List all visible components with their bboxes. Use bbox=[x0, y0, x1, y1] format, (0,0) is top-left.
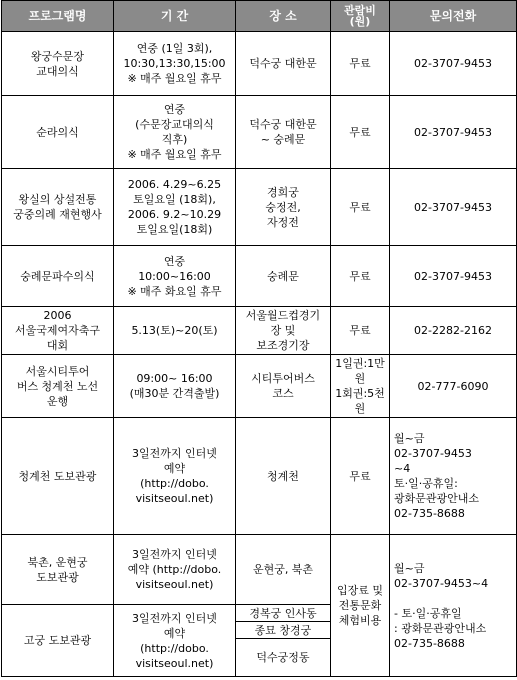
fee-cell bbox=[331, 169, 390, 246]
fee-cell bbox=[331, 96, 390, 169]
fee-line: 무료 bbox=[349, 269, 371, 283]
period-line: 3일전까지 인터넷 bbox=[132, 548, 217, 561]
program-line: 궁중의례 재현행사 bbox=[13, 208, 102, 221]
place-line: 덕수궁 대한문 bbox=[249, 57, 317, 70]
program-line: 왕궁수문장 bbox=[30, 49, 85, 63]
period-cell bbox=[114, 605, 236, 677]
period-cell bbox=[114, 246, 236, 307]
program-line: 교대의식 bbox=[36, 64, 79, 78]
table-row bbox=[2, 418, 517, 535]
header-row bbox=[2, 1, 517, 32]
place-cell bbox=[236, 535, 331, 605]
period-line: 3일전까지 인터넷 bbox=[132, 447, 217, 460]
header-fee-text: 관람비 (원) bbox=[344, 4, 376, 28]
period-cell bbox=[114, 32, 236, 96]
program-line: 운행 bbox=[46, 394, 69, 408]
phone-line: 02-3707-9453 bbox=[414, 125, 492, 139]
program-line: 2006 bbox=[43, 309, 72, 322]
place-line: 시티투어버스 bbox=[251, 372, 315, 385]
period-line: 2006. 9.2~10.29 bbox=[127, 208, 222, 221]
phone-line: 02-3707-9453~4 bbox=[394, 576, 489, 590]
place-cell bbox=[236, 418, 331, 535]
table-row bbox=[2, 355, 517, 418]
table-row bbox=[2, 32, 517, 96]
program-cell bbox=[2, 307, 114, 355]
period-line: 3일전까지 인터넷 bbox=[132, 611, 217, 625]
program-line: 순라의식 bbox=[36, 125, 79, 139]
fee-cell bbox=[331, 246, 390, 307]
fee-cell bbox=[331, 307, 390, 355]
place-line: 코스 bbox=[272, 387, 294, 400]
table-row bbox=[2, 535, 517, 605]
place-cell bbox=[236, 355, 331, 418]
fee-cell bbox=[331, 418, 390, 535]
phone-line: 02-777-6090 bbox=[417, 379, 489, 393]
program-table bbox=[1, 0, 517, 677]
fee-line: 무료 bbox=[349, 200, 371, 214]
period-cell bbox=[114, 355, 236, 418]
period-line: ※ 매주 화요일 휴무 bbox=[127, 284, 222, 298]
place-text: 운현궁, 북촌 bbox=[252, 563, 314, 576]
phone-line: 월~금 bbox=[394, 561, 425, 575]
program-line: 도보관광 bbox=[36, 570, 79, 584]
period-line: 토일요일(18회) bbox=[136, 223, 213, 236]
place-line: 종묘 창경궁 bbox=[254, 623, 312, 637]
period-line: visitseoul.net) bbox=[135, 578, 214, 591]
program-line: 북촌, 운현궁 bbox=[27, 555, 88, 569]
period-line: visitseoul.net) bbox=[135, 492, 214, 505]
phone-cell bbox=[390, 96, 517, 169]
phone-cell bbox=[390, 32, 517, 96]
program-cell bbox=[2, 96, 114, 169]
period-line: 직후) bbox=[161, 133, 188, 146]
place-line: 덕수궁정동 bbox=[256, 651, 310, 664]
program-cell bbox=[2, 32, 114, 96]
period-cell bbox=[114, 418, 236, 535]
header-place: 장 소 bbox=[236, 1, 331, 32]
phone-line: 02-2282-2162 bbox=[414, 324, 492, 337]
phone-line: 02-3707-9453 bbox=[414, 57, 492, 70]
place-line: 청계천 bbox=[267, 469, 299, 483]
fee-line: 무료 bbox=[349, 57, 371, 70]
period-line: 10:00~16:00 bbox=[138, 269, 211, 283]
period-line: 예약 bbox=[163, 626, 186, 640]
phone-line: - 토·일·공휴일 bbox=[394, 606, 462, 620]
phone-line: 02-3707-9453 bbox=[414, 269, 492, 283]
place-line: ~ 숭례문 bbox=[260, 133, 306, 146]
phone-line: : 광화문관광안내소 bbox=[394, 621, 487, 635]
period-line: 10:30,13:30,15:00 bbox=[123, 57, 226, 70]
period-line: 연중 (1일 3회), bbox=[136, 42, 213, 55]
program-line: 버스 청계천 노선 bbox=[16, 379, 99, 393]
phone-line: 02-735-8688 bbox=[394, 636, 465, 650]
period-line: ※ 매주 월요일 휴무 bbox=[127, 72, 222, 85]
fee-line: 1일권:1만원 bbox=[335, 357, 385, 385]
fee-line: 무료 bbox=[349, 324, 371, 337]
place-cell bbox=[236, 639, 331, 677]
program-cell bbox=[2, 169, 114, 246]
header-phone: 문의전화 bbox=[390, 1, 517, 32]
program-line: 청계천 도보관광 bbox=[18, 469, 97, 483]
program-text: 고궁 도보관광 bbox=[23, 634, 92, 647]
program-cell bbox=[2, 535, 114, 605]
program-line: 서울국제여자축구 bbox=[14, 324, 100, 337]
program-line: 숭례문파수의식 bbox=[20, 269, 95, 283]
fee-line: 무료 bbox=[349, 469, 371, 483]
header-program: 프로그램명 bbox=[2, 1, 114, 32]
period-cell bbox=[114, 307, 236, 355]
phone-line: 02-3707-9453 bbox=[414, 200, 492, 214]
place-cell bbox=[236, 307, 331, 355]
fee-line: 체험비용 bbox=[338, 614, 382, 627]
place-line: 서울월드컵경기 bbox=[245, 309, 321, 322]
program-line: 서울시티투어 bbox=[25, 364, 90, 378]
fee-cell bbox=[331, 32, 390, 96]
period-line: 예약 bbox=[163, 462, 186, 475]
phone-line bbox=[394, 591, 514, 606]
place-line: 숭정전, bbox=[265, 200, 301, 214]
period-line: visitseoul.net) bbox=[135, 656, 214, 670]
place-line: 숭례문 bbox=[267, 269, 299, 283]
program-cell bbox=[2, 418, 114, 535]
period-cell bbox=[114, 535, 236, 605]
place-cell bbox=[236, 605, 331, 622]
period-line: (http://dobo. bbox=[140, 641, 209, 655]
table-row bbox=[2, 169, 517, 246]
period-line: 2006. 4.29~6.25 bbox=[127, 178, 222, 191]
program-cell bbox=[2, 355, 114, 418]
fee-line: 입장료 및 bbox=[336, 584, 383, 597]
place-cell bbox=[236, 622, 331, 639]
period-line: 5.13(토)~20(토) bbox=[131, 324, 218, 337]
phone-cell bbox=[390, 169, 517, 246]
phone-cell bbox=[390, 355, 517, 418]
table-row bbox=[2, 246, 517, 307]
period-line: 예약 (http://dobo. bbox=[127, 563, 222, 576]
program-line: 왕실의 상설전통 bbox=[18, 193, 97, 206]
phone-cell bbox=[390, 246, 517, 307]
period-cell bbox=[114, 96, 236, 169]
fee-line: 전통문화 bbox=[338, 599, 382, 612]
phone-line: 월~금 bbox=[394, 432, 425, 445]
header-period: 기 간 bbox=[114, 1, 236, 32]
period-line: 연중 bbox=[163, 103, 186, 116]
place-line: 보조경기장 bbox=[256, 339, 310, 352]
place-line: 경복궁 인사동 bbox=[249, 606, 317, 620]
period-line: (매30분 간격출발) bbox=[129, 387, 220, 400]
phone-line: 02-3707-9453 bbox=[394, 447, 472, 460]
place-cell bbox=[236, 169, 331, 246]
phone-cell bbox=[390, 418, 517, 535]
period-line: (수문장교대의식 bbox=[135, 118, 214, 131]
fee-cell bbox=[331, 535, 390, 677]
place-line: 경희궁 bbox=[267, 185, 299, 199]
period-line: 연중 bbox=[163, 254, 186, 268]
fee-line: 1회권:5천원 bbox=[335, 387, 385, 415]
header-fee bbox=[331, 1, 390, 32]
place-cell bbox=[236, 32, 331, 96]
phone-cell bbox=[390, 535, 517, 677]
program-cell bbox=[2, 605, 114, 677]
place-line: 덕수궁 대한문 bbox=[249, 118, 317, 131]
fee-cell bbox=[331, 355, 390, 418]
fee-line: 무료 bbox=[349, 125, 371, 139]
period-cell bbox=[114, 169, 236, 246]
place-line: 자정전 bbox=[267, 215, 299, 229]
program-cell bbox=[2, 246, 114, 307]
phone-line: 토·일·공휴일: bbox=[394, 477, 458, 490]
place-line: 장 및 bbox=[270, 324, 296, 337]
period-line: ※ 매주 월요일 휴무 bbox=[127, 148, 222, 161]
period-line: 09:00~ 16:00 bbox=[136, 372, 213, 385]
period-line: (http://dobo. bbox=[140, 477, 209, 490]
phone-line: 02-735-8688 bbox=[394, 507, 465, 520]
phone-line: ~4 bbox=[394, 462, 411, 475]
phone-cell bbox=[390, 307, 517, 355]
period-line: 토일요일 (18회), bbox=[133, 193, 216, 206]
table-row bbox=[2, 307, 517, 355]
table-row bbox=[2, 96, 517, 169]
phone-line: 광화문관광안내소 bbox=[394, 492, 480, 505]
program-line: 대회 bbox=[46, 339, 69, 352]
place-cell bbox=[236, 96, 331, 169]
place-cell bbox=[236, 246, 331, 307]
